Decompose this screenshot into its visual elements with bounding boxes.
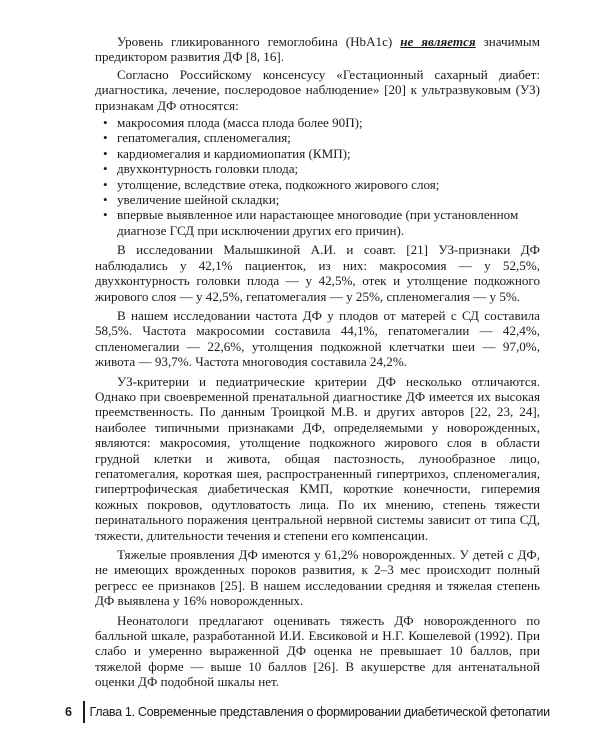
list-item (95, 146, 540, 161)
list-item (95, 161, 540, 176)
paragraph-severe-manifestations: Тяжелые проявления ДФ имеются у 61,2% новорожденных. У детей с ДФ, не имеющих врожденных пороков развития, к 2–3 мес происходит полный регресс ее признаков [25]. В нашем исследовании средняя и тяжелая степень ДФ выявлена у 16% новорожденных. (95, 547, 540, 609)
bullet-icon: • (103, 130, 108, 146)
paragraph-our-study: В нашем исследовании частота ДФ у плодов от матерей с СД составила 58,5%. Частота макросомии составила 44,1%, гепатомегалии — 42,4%, спленомегалии — 22,6%, утолщения подкожной клетчатки шеи — 97,0%, живота — 93,7%. Частота многоводия составила 24,2%. (95, 307, 540, 370)
page-body (95, 34, 540, 694)
chapter-title: Глава 1. Современные представления о формировании диабетической фетопатии (89, 705, 550, 719)
paragraph-malyshkina: В исследовании Малышкиной А.И. и соавт. [21] УЗ-признаки ДФ наблюдались у 42,1% пациенток, из них: макросомия — у 52,5%, двухконтурность головки плода — у 42,5%, отек и утолщение подкожного жирового слоя — у 42,5%, гепатомегалия — у 25%, спленомегалия — у 5%. (95, 242, 540, 304)
emphasis-not-is: не является (400, 34, 476, 49)
bullet-icon: • (103, 192, 108, 208)
list-item-text: гепатомегалия, спленомегалия; (117, 130, 291, 146)
p1-before: Уровень гликированного гемоглобина (HbA1c) (117, 34, 401, 49)
page-footer (65, 701, 565, 723)
list-item (95, 130, 540, 145)
paragraph-consensus: Согласно Российскому консенсусу «Гестационный сахарный диабет: диагностика, лечение, послеродовое наблюдение» [20] к ультразвуковым (УЗ) признакам ДФ относятся: (95, 66, 540, 113)
list-item-text: макросомия плода (масса плода более 90П); (117, 115, 363, 131)
list-item-text: увеличение шейной складки; (117, 192, 280, 208)
bullet-icon: • (103, 207, 108, 223)
bullet-icon: • (103, 176, 108, 192)
list-item-text: кардиомегалия и кардиомиопатия (КМП); (117, 145, 351, 161)
page-number: 6 (65, 705, 73, 719)
bullet-icon: • (103, 115, 108, 131)
footer-divider (83, 701, 85, 723)
p1-after: значимым предиктором развития ДФ [8, 16]. (95, 34, 541, 65)
paragraph-neonatologists: Неонатологи предлагают оценивать тяжесть ДФ новорожденного по балльной шкале, разработанной И.И. Евсиковой и Н.Г. Кошелевой (1992). При слабо и умеренно выраженной ДФ оценка не превышает 10 баллов, при тяжелой форме — выше 10 баллов [26]. В акушерстве для антенатальной оценки ДФ подобной шкалы нет. (95, 612, 540, 690)
list-item (95, 177, 540, 192)
bullet-icon: • (103, 145, 108, 161)
list-item-text: утолщение, вследствие отека, подкожного жирового слоя; (117, 176, 440, 192)
ultrasound-signs-list (95, 115, 540, 238)
list-item-text: впервые выявленное или нарастающее многоводие (при установленном диагнозе ГСД при исключении других его причин). (117, 207, 519, 238)
list-item (95, 192, 540, 207)
list-item-text: двухконтурность головки плода; (117, 161, 299, 177)
list-item (95, 115, 540, 130)
paragraph-hba1c (95, 34, 540, 65)
bullet-icon: • (103, 161, 108, 177)
paragraph-criteria: УЗ-критерии и педиатрические критерии ДФ несколько отличаются. Однако при своевременной пренатальной диагностике ДФ имеется их высокая преемственность. По данным Троицкой М.В. и других авторов [22, 23, 24], наиболее типичными признаками ДФ, определяемыми у новорожденных, являются: макросомия, утолщение подкожного жирового слоя в области грудной клетки и живота, общая пастозность, лунообразное лицо, гепатомегалия, короткая шея, распространенный гипертрихоз, спленомегалия, гипертрофическая диабетическая КМП, короткие конечности, гиперемия кожных покровов, одутловатость лица. По их мнению, степень тяжести перинатального поражения центральной нервной системы зависит от типа СД, тяжести, длительности течения и степени его компенсации. (95, 373, 540, 543)
list-item (95, 207, 540, 238)
